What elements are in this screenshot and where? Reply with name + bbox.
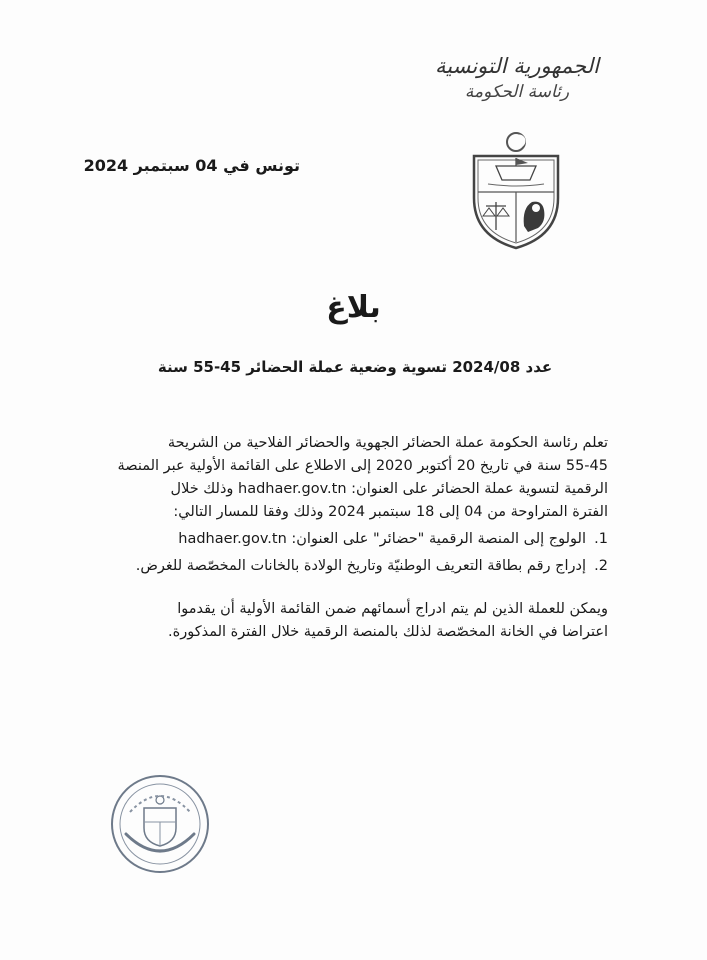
paragraph-line: الفترة المتراوحة من 04 إلى 18 سبتمبر 2024 وذلك وفقا للمسار التالي: (173, 504, 608, 520)
paragraph-line: 55-45 سنة في تاريخ 20 أكتوبر 2020 إلى الاطلاع على القائمة الأولية عبر المنصة (117, 458, 608, 474)
closing-line: اعتراضا في الخانة المخصّصة لذلك بالمنصة الرقمية خلال الفترة المذكورة. (168, 624, 608, 640)
document-date: تونس في 04 سبتمبر 2024 (83, 156, 300, 175)
letterhead-country: الجمهورية التونسية (435, 54, 599, 78)
official-stamp-icon (106, 772, 214, 876)
letterhead-office: رئاسة الحكومة (464, 82, 570, 102)
closing-line: ويمكن للعملة الذين لم يتم ادراج أسمائهم ضمن القائمة الأولية أن يقدموا (177, 601, 608, 617)
document-title: بلاغ (326, 290, 381, 325)
announcement-body (100, 432, 608, 644)
paragraph-line: تعلم رئاسة الحكومة عملة الحضائر الجهوية والحضائر الفلاحية من الشريحة (167, 435, 608, 451)
steps-list (100, 528, 608, 578)
step-number: 1. (594, 531, 608, 547)
tunisia-coat-of-arms-icon (468, 128, 564, 252)
letterhead (432, 52, 602, 104)
step-item (100, 555, 608, 578)
step-item (100, 528, 608, 551)
step-number: 2. (594, 558, 608, 574)
document-subtitle: عدد 2024/08 تسوية وضعية عملة الحضائر 45-55 سنة (157, 358, 553, 376)
step-text: الولوج إلى المنصة الرقمية "حضائر" على العنوان: hadhaer.gov.tn (178, 531, 586, 547)
paragraph-line: الرقمية لتسوية عملة الحضائر على العنوان: hadhaer.gov.tn وذلك خلال (170, 481, 608, 497)
step-text: إدراج رقم بطاقة التعريف الوطنيّة وتاريخ الولادة بالخانات المخصّصة للغرض. (135, 558, 586, 574)
